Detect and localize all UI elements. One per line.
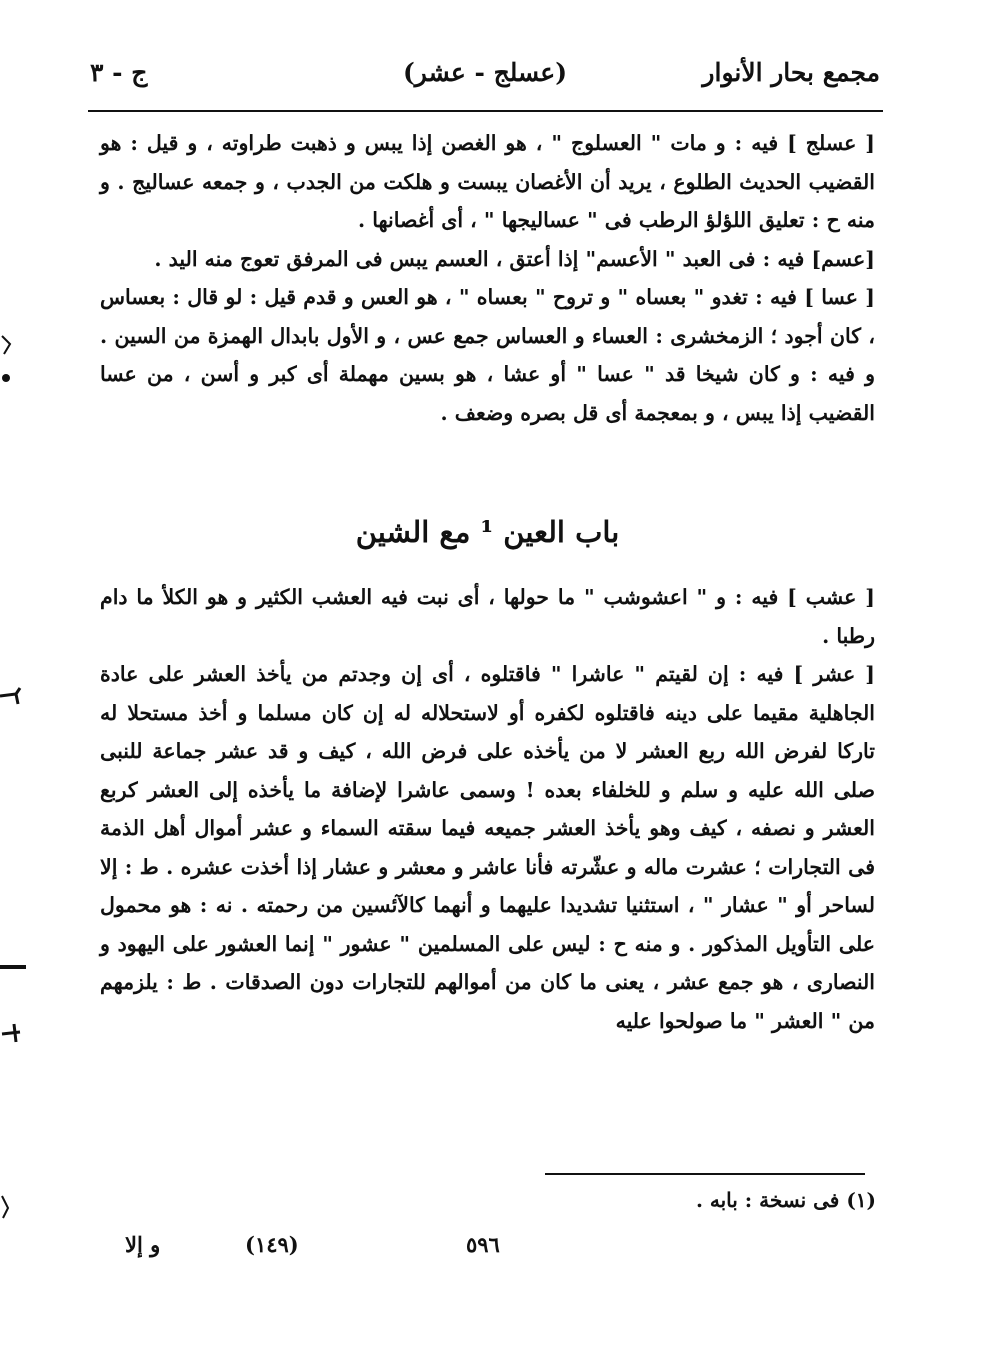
entry-ashr: [ عشر ] فيه : إن لقيتم " عاشرا " فاقتلوه ، أى إن وجدتم من يأخذ العشر على عادة الجاهلية مقيما على دينه فاقتلوه لكفره أو لاستحلاله له إن كان مسلما و أخذ مستحلا له تاركا لفرض الله ربع العشر لا من يأخذه على فرض الله ، كيف و قد عشر جماعة للنبى صلى الله عليه و سلم و للخلفاء بعده ! وسمى عاشرا لإضافة ما يأخذه إلى العشر كربع العشر و نصفه ، كيف وهو يأخذ العشر جميعه فيما سقته السماء و عشر أموال أهل الذمة فى التجارات ؛ عشرت ماله و عشّرته فأنا عاشر و معشر و عشار إذا أخذت عشره . ط : إلا لساحر أو " عشار " ، استثنيا تشديدا عليهما و أنهما كالآئسين من رحمته . نه : هو محمول على التأويل المذكور . و منه ح : ليس على المسلمين " عشور " إنما العشور على اليهود و النصارى ، هو جمع عشر ، يعنى ما كان من أموالهم للتجارات دون الصدقات . ط : يلزمهم من " العشر " ما صولحوا عليه (100, 662, 875, 1033)
entry-asm: [عسم] فيه : فى العبد " الأعسم" إذا أعتق ، العسم يبس فى المرفق تعوج منه اليد . (154, 246, 875, 271)
entry-asluj: [ عسلج ] فيه : و مات " العسلوج " ، هو الغصن إذا يبس و ذهبت طراوته ، و قيل : هو القضيب الحديث الطلوع ، يريد أن الأغصان يبست و هلكت من الجدب ، و جمعه عساليج . و منه ح : تعليق اللؤلؤ الرطب فى " عساليجها " ، أى أغصانها . (100, 131, 875, 232)
chapter-title: باب العين ¹ مع الشين (355, 515, 620, 549)
entry-ashab: [ عشب ] فيه : و " اعشوشب " ما حولها ، أى نبت فيه العشب الكثير و هو الكلأ ما دام رطبا . (100, 585, 875, 648)
entry-asa: [ عسا ] فيه : تغدو " بعساه " و تروح " بعساه " ، هو العس و قدم قيل : لو قال : بعساس ، كان أجود ؛ الزمخشرى : العساء و العساس جمع عس ، و الأول بابدال الهمزة من السين . و فيه : و كان شيخا قد " عسا " أو عشا ، هو بسين مهملة أى كبر و أسن ، من عسا القضيب إذا يبس ، و بمعجمة أى قل بصره وضعف . (100, 285, 875, 425)
running-header (90, 58, 880, 98)
header-rule (88, 110, 883, 112)
book-title: مجمع بحار الأنوار (702, 58, 880, 87)
footnote: (١) فى نسخة : بابه . (695, 1188, 876, 1212)
original-page-number: (١٤٩) (245, 1232, 299, 1257)
entry-range: (عسلج - عشر) (402, 58, 568, 87)
margin-tick-mark (0, 330, 14, 360)
footnote-rule (545, 1173, 865, 1175)
margin-cross-mark (0, 1022, 24, 1044)
volume-label: ج - ٣ (90, 58, 148, 87)
margin-arrow-mark (0, 684, 22, 710)
section-two-body (100, 578, 875, 1040)
margin-dot-mark (0, 372, 12, 384)
margin-dash-mark (0, 960, 28, 974)
section-one-body (100, 124, 875, 432)
catchword: و إلا (125, 1232, 161, 1257)
page-number: ٥٩٦ (466, 1232, 500, 1257)
margin-slash-mark (0, 1192, 12, 1222)
